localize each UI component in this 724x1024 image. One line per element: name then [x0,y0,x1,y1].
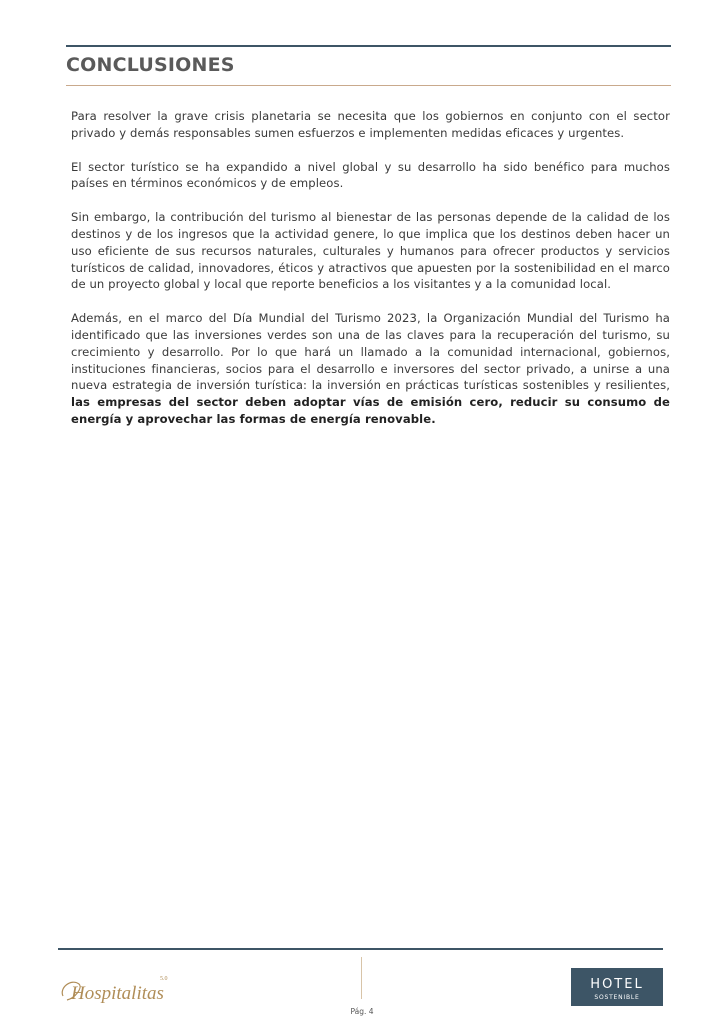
paragraph-4-emphasis: las empresas del sector deben adoptar vías de emisión cero, reducir su consumo de energía y aprovechar las formas de energía renovable. [71,395,670,426]
hotel-logo-line1: HOTEL [590,977,644,992]
paragraph-2: El sector turístico se ha expandido a nivel global y su desarrollo ha sido benéfico para muchos países en términos económicos y de empleos. [71,159,670,191]
hospitalitas-logo-text: Hospitalitas [71,983,164,1004]
header-top-rule [66,45,671,47]
hotel-logo-line2: SOSTENIBLE [594,994,640,1001]
hospitalitas-logo-superscript: 5.0 [160,976,168,982]
footer-vertical-divider [361,957,362,999]
hotel-sostenible-logo [571,968,663,1006]
hospitalitas-logo [57,968,182,1008]
page-number: Pág. 4 [350,1007,374,1016]
paragraph-4 [71,310,670,428]
paragraph-4-text: Además, en el marco del Día Mundial del Turismo 2023, la Organización Mundial del Turismo ha identificado que las inversiones verdes son una de las claves para la recuperación del turismo, su crecimiento y desarrollo. Por lo que hará un llamado a la comunidad internacional, gobiernos, instituciones financieras, socios para el desarrollo e inversores del sector privado, a unirse a una nueva estrategia de inversión turística: la inversión en prácticas turísticas sostenibles y resilientes, [71,311,670,393]
paragraph-3: Sin embargo, la contribución del turismo al bienestar de las personas depende de la calidad de los destinos y de los ingresos que la actividad genere, lo que implica que los destinos deben hacer un uso eficiente de sus recursos naturales, culturales y humanos para ofrecer productos y servicios turísticos de calidad, innovadores, éticos y atractivos que apuesten por la sostenibilidad en el marco de un proyecto global y local que reporte beneficios a los visitantes y a la comunidad local. [71,210,670,292]
body-content [71,108,670,445]
title-underline-rule [66,85,671,86]
paragraph-1: Para resolver la grave crisis planetaria se necesita que los gobiernos en conjunto con el sector privado y demás responsables sumen esfuerzos e implementen medidas eficaces y urgentes. [71,109,670,140]
footer-rule [58,948,663,950]
page-title: CONCLUSIONES [66,54,235,76]
